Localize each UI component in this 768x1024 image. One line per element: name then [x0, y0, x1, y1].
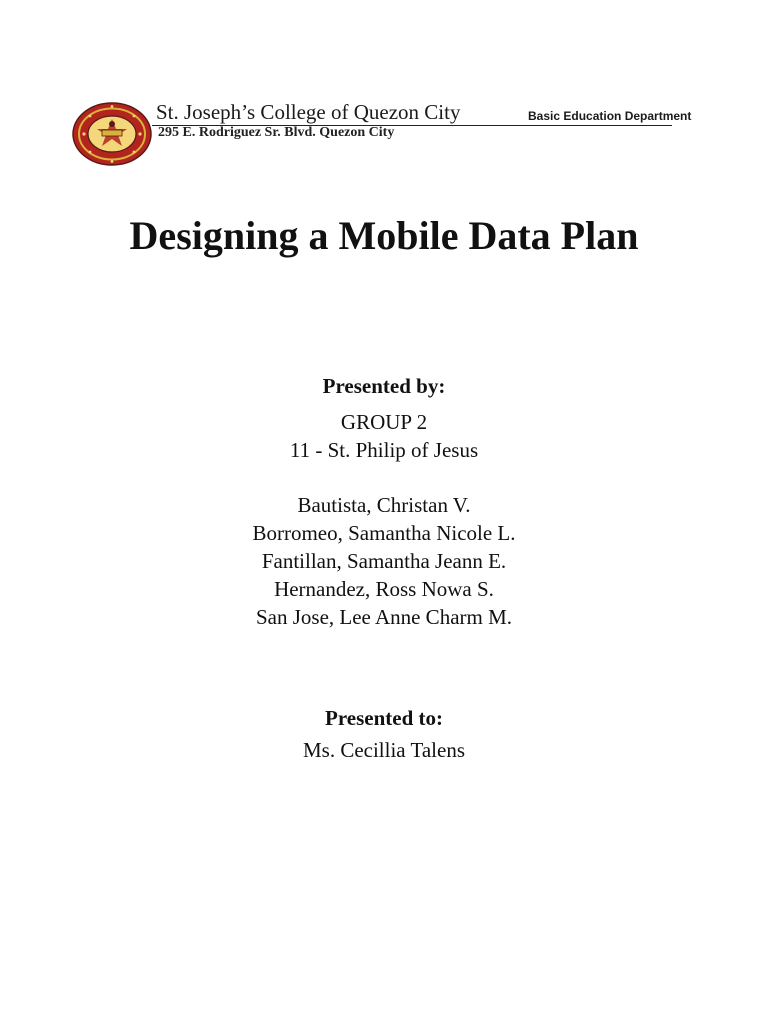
- member-list: [0, 491, 768, 631]
- school-seal-icon: [72, 102, 152, 166]
- section-name: 11 - St. Philip of Jesus: [289, 438, 479, 462]
- presented-by-label: Presented by:: [322, 374, 446, 398]
- group-info: [0, 408, 768, 464]
- group-name: GROUP 2: [340, 410, 428, 434]
- letterhead: [72, 98, 722, 168]
- teacher-name: Ms. Cecillia Talens: [302, 738, 466, 762]
- document-title: Designing a Mobile Data Plan: [129, 213, 639, 258]
- member-name: San Jose, Lee Anne Charm M.: [255, 605, 513, 629]
- school-name: St. Joseph’s College of Quezon City: [156, 100, 461, 124]
- department-name: Basic Education Department: [528, 109, 692, 123]
- school-address: 295 E. Rodriguez Sr. Blvd. Quezon City: [158, 125, 395, 140]
- member-name: Borromeo, Samantha Nicole L.: [252, 521, 516, 545]
- member-name: Hernandez, Ross Nowa S.: [274, 577, 494, 601]
- member-name: Fantillan, Samantha Jeann E.: [261, 549, 507, 573]
- presented-to-label: Presented to:: [325, 706, 443, 730]
- member-name: Bautista, Christan V.: [297, 493, 471, 517]
